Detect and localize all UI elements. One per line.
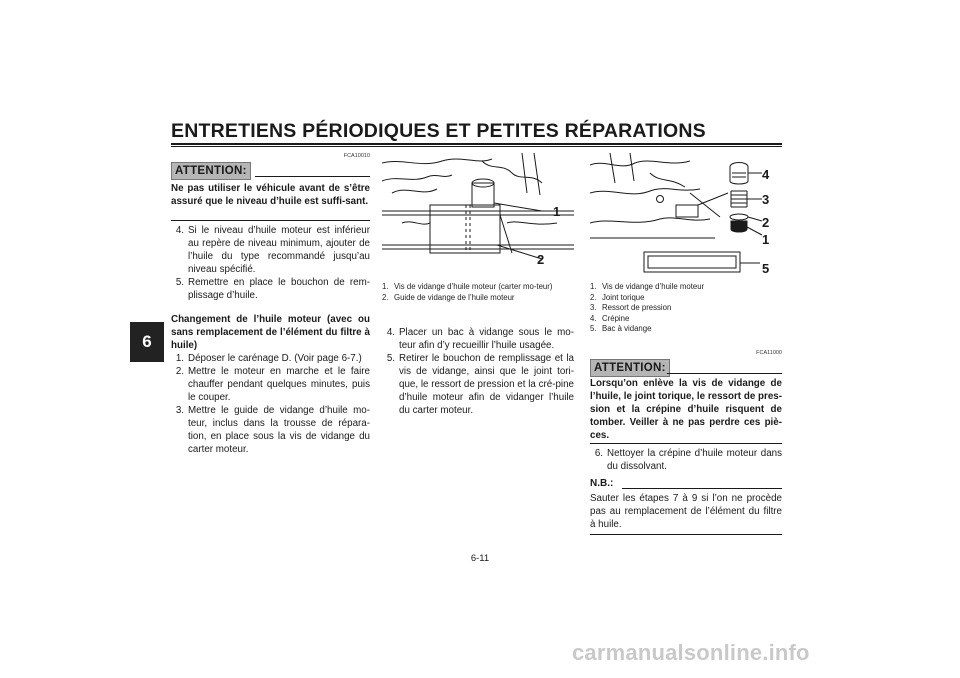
engine-drain-illustration <box>382 153 574 276</box>
caption-number: 3. <box>590 303 597 312</box>
caption-number: 4. <box>590 313 597 323</box>
caption-item <box>590 314 782 325</box>
step-text: Mettre le guide de vidange d’huile mo-teur, inclus dans la trousse de répara-tion, en place sous la vis de vidange du carter moteur. <box>188 405 370 455</box>
steps-list-a <box>171 224 370 302</box>
attention-end-rule <box>590 443 782 444</box>
step-text: Nettoyer la crépine d’huile moteur dans du dissolvant. <box>607 448 782 472</box>
step-number: 6. <box>594 448 603 459</box>
figure-label: 1 <box>553 204 561 219</box>
attention-badge: ATTENTION: <box>171 162 251 180</box>
figure-label: 5 <box>762 261 770 276</box>
list-item <box>382 326 574 352</box>
figure-label: 2 <box>537 252 545 267</box>
caption-item <box>590 324 782 335</box>
nb-end-rule <box>590 534 782 535</box>
attention-text: Lorsqu’on enlève la vis de vidange de l’huile, le joint torique, le ressort de pres-sion et la crépine d’huile risquent de tomber. Veiller à ne pas perdre ces piè-ces. <box>590 378 782 441</box>
attention-end-rule <box>171 220 370 221</box>
caption-number: 1. <box>590 282 597 291</box>
figure-captions <box>382 282 574 303</box>
figure-label: 2 <box>762 215 770 230</box>
list-item <box>171 404 370 456</box>
step-number: 5. <box>175 277 184 288</box>
step-text: Déposer le carénage D. (Voir page 6-7.) <box>188 353 362 364</box>
caption-item <box>382 282 574 293</box>
figure-label: 3 <box>762 192 770 207</box>
figure-label: 4 <box>762 167 770 182</box>
figure-drain-parts <box>590 153 782 276</box>
list-item <box>382 352 574 417</box>
list-item <box>171 365 370 404</box>
step-number: 5. <box>386 353 395 364</box>
step-number: 4. <box>175 225 184 236</box>
caption-text: Crépine <box>602 313 630 323</box>
caption-number: 2. <box>590 292 597 302</box>
caption-text: Joint torique <box>602 292 645 302</box>
steps-list-d <box>590 447 782 473</box>
caption-number: 2. <box>382 292 389 302</box>
attention-text: Ne pas utiliser le véhicule avant de s’être assuré que le niveau d’huile est suffi-sant. <box>171 183 370 207</box>
caption-text: Vis de vidange d’huile moteur (carter mo-teur) <box>394 282 553 291</box>
steps-list-b <box>171 352 370 456</box>
caption-text: Vis de vidange d’huile moteur <box>602 282 705 291</box>
caption-text: Guide de vidange de l’huile moteur <box>394 292 515 302</box>
nb-line <box>622 488 782 489</box>
step-text: Mettre le moteur en marche et le faire chauffer pendant quelques minutes, puis le couper. <box>188 366 370 403</box>
step-text: Remettre en place le bouchon de rem-plissage d’huile. <box>188 277 370 301</box>
step-text: Placer un bac à vidange sous le mo-teur afin d’y recueillir l’huile usagée. <box>399 327 574 351</box>
step-number: 4. <box>386 327 395 338</box>
caption-item <box>590 303 782 314</box>
attention-line <box>255 176 370 177</box>
caption-text: Ressort de pression <box>602 303 672 312</box>
step-number: 1. <box>175 353 184 364</box>
list-item <box>171 224 370 276</box>
chapter-tab: 6 <box>130 322 164 362</box>
caption-number: 1. <box>382 282 389 291</box>
caption-text: Bac à vidange <box>602 324 652 333</box>
page-number: 6-11 <box>470 553 490 564</box>
step-text: Retirer le bouchon de remplissage et la vis de vidange, ainsi que le joint tori-que, le ressort de pression et la cré-pine d’huile moteur afin de vidanger l’huile du carter moteur. <box>399 353 574 416</box>
nb-label: N.B.: <box>590 478 614 489</box>
step-number: 3. <box>175 405 184 416</box>
attention-code: FCA10010 <box>343 153 370 159</box>
caption-item <box>382 293 574 304</box>
attention-line <box>667 373 782 374</box>
figure-drain-guide <box>382 153 574 276</box>
list-item <box>171 352 370 365</box>
watermark: carmanualsonline.info <box>572 640 810 665</box>
header-rule <box>171 143 782 145</box>
section-heading: Changement de l’huile moteur (avec ou sans remplacement de l’élément du filtre à huile) <box>171 314 370 351</box>
caption-item <box>590 293 782 304</box>
attention-badge: ATTENTION: <box>590 359 670 377</box>
step-number: 2. <box>175 366 184 377</box>
step-text: Si le niveau d’huile moteur est inférieur au repère de niveau minimum, ajouter de l’huile du type recommandé jusqu’au niveau spécifié. <box>188 225 370 275</box>
list-item <box>590 447 782 473</box>
nb-text: Sauter les étapes 7 à 9 si l’on ne procède pas au remplacement de l’élément du filtre à huile. <box>590 493 782 530</box>
header-rule-thin <box>171 146 782 147</box>
attention-code: FCA11000 <box>756 350 782 356</box>
caption-item <box>590 282 782 293</box>
figure-label: 1 <box>762 232 770 247</box>
caption-number: 5. <box>590 324 597 333</box>
steps-list-c <box>382 326 574 417</box>
drain-parts-illustration <box>590 153 782 276</box>
list-item <box>171 276 370 302</box>
figure-captions <box>590 282 782 335</box>
page-title: ENTRETIENS PÉRIODIQUES ET PETITES RÉPARATIONS <box>171 120 706 142</box>
